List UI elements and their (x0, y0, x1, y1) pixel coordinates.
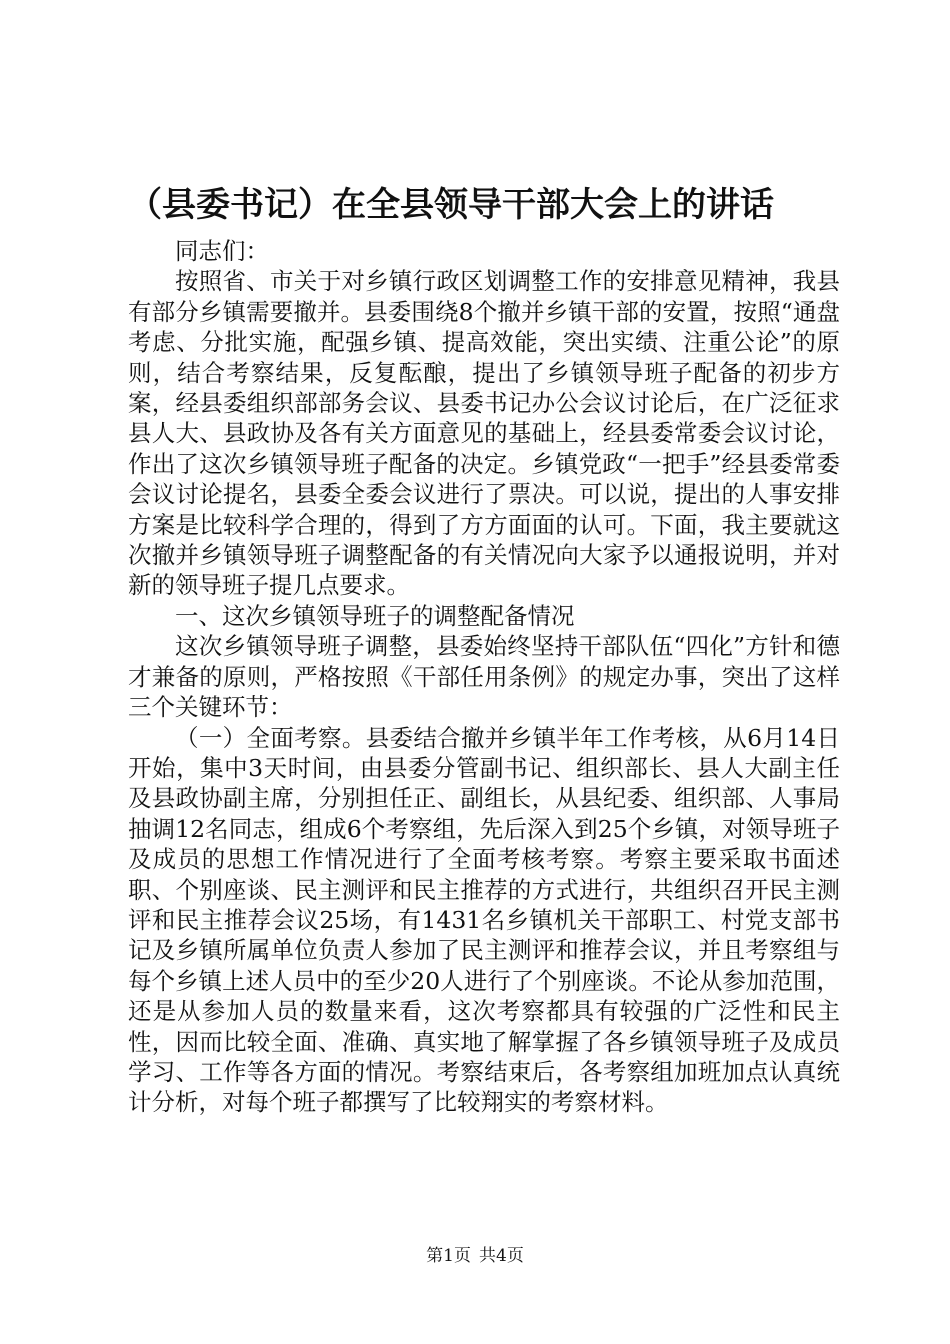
page-total: 共4页 (479, 1246, 524, 1266)
document-title: （县委书记）在全县领导干部大会上的讲话 (128, 185, 774, 225)
paragraph-comprehensive-inspection: （一）全面考察。县委结合撤并乡镇半年工作考核，从6月14日开始，集中3天时间，由县委分管副书记、组织部长、县人大副主任及县政协副主席，分别担任正、副组长，从县纪委、组织部、人事局抽调12名同志，组成6个考察组，先后深入到25个乡镇，对领导班子及成员的思想工作情况进行了全面考核考察。考察主要采取书面述职、个别座谈、民主测评和民主推荐的方式进行，共组织召开民主测评和民主推荐会议25场，有1431名乡镇机关干部职工、村党支部书记及乡镇所属单位负责人参加了民主测评和推荐会议，并且考察组与每个乡镇上述人员中的至少20人进行了个别座谈。不论从参加范围，还是从参加人员的数量来看，这次考察都具有较强的广泛性和民主性，因而比较全面、准确、真实地了解掌握了各乡镇领导班子及成员学习、工作等各方面的情况。考察结束后，各考察组加班加点认真统计分析，对每个班子都撰写了比较翔实的考察材料。 (128, 723, 840, 1117)
section-heading: 一、这次乡镇领导班子的调整配备情况 (175, 601, 575, 630)
salutation: 同志们： (175, 237, 269, 265)
page-number: 第1页 (426, 1246, 471, 1266)
document-body (128, 236, 840, 1118)
paragraph-section-intro: 这次乡镇领导班子调整，县委始终坚持干部队伍“四化”方针和德才兼备的原则，严格按照《干部任用条例》的规定办事，突出了这样三个关键环节： (128, 632, 840, 722)
paragraph-intro: 按照省、市关于对乡镇行政区划调整工作的安排意见精神，我县有部分乡镇需要撤并。县委围绕8个撤并乡镇干部的安置，按照“通盘考虑、分批实施，配强乡镇、提高效能，突出实绩、注重公论”的原则，结合考察结果，反复酝酿，提出了乡镇领导班子配备的初步方案，经县委组织部部务会议、县委书记办公会议讨论后，在广泛征求县人大、县政协及各有关方面意见的基础上，经县委常委会议讨论，作出了这次乡镇领导班子配备的决定。乡镇党政“一把手”经县委常委会议讨论提名，县委全委会议进行了票决。可以说，提出的人事安排方案是比较科学合理的，得到了方方面面的认可。下面，我主要就这次撤并乡镇领导班子调整配备的有关情况向大家予以通报说明，并对新的领导班子提几点要求。 (128, 267, 840, 600)
page-footer (0, 1245, 950, 1267)
